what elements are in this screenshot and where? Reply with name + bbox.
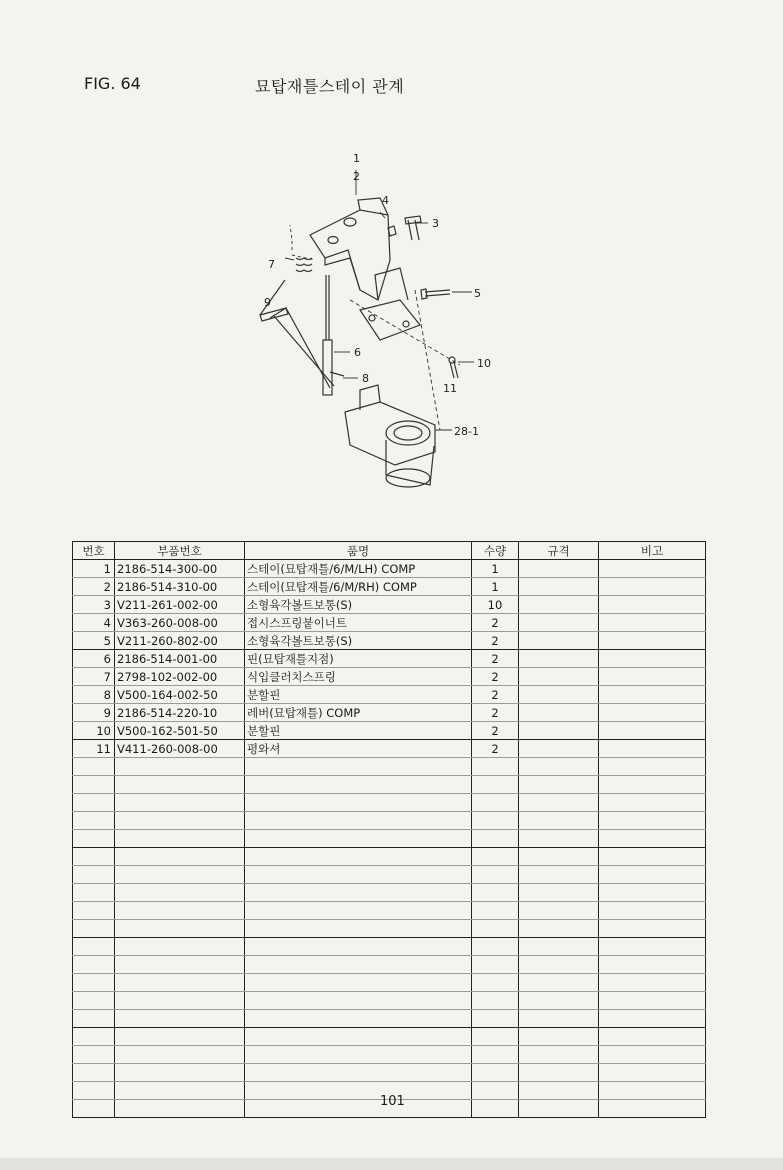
empty-table-row	[73, 956, 706, 974]
callout-11: 11	[443, 382, 457, 395]
table-cell-qty	[472, 794, 519, 812]
empty-table-row	[73, 920, 706, 938]
table-cell-no	[73, 1010, 115, 1028]
table-cell-qty: 2	[472, 686, 519, 704]
table-cell-name: 스테이(묘탑재틀/6/M/RH) COMP	[245, 578, 472, 596]
table-cell-note	[599, 1064, 706, 1082]
table-cell-no: 1	[73, 560, 115, 578]
table-cell-no	[73, 848, 115, 866]
table-cell-spec	[519, 650, 599, 668]
table-cell-qty	[472, 902, 519, 920]
empty-table-row	[73, 758, 706, 776]
table-row	[73, 722, 706, 740]
table-row	[73, 704, 706, 722]
table-cell-spec	[519, 740, 599, 758]
empty-table-row	[73, 902, 706, 920]
callout-5: 5	[474, 287, 481, 300]
table-cell-spec	[519, 1010, 599, 1028]
table-cell-part	[115, 1010, 245, 1028]
table-cell-part	[115, 758, 245, 776]
table-cell-name: 레버(묘탑재틀) COMP	[245, 704, 472, 722]
table-cell-spec	[519, 920, 599, 938]
callout-28-1: 28-1	[454, 425, 479, 438]
table-cell-qty	[472, 938, 519, 956]
table-cell-no	[73, 920, 115, 938]
table-cell-name	[245, 794, 472, 812]
table-row	[73, 596, 706, 614]
table-cell-qty	[472, 1010, 519, 1028]
table-cell-no: 7	[73, 668, 115, 686]
table-cell-part: V411-260-008-00	[115, 740, 245, 758]
table-cell-name	[245, 776, 472, 794]
table-cell-part	[115, 866, 245, 884]
empty-table-row	[73, 974, 706, 992]
table-cell-name	[245, 812, 472, 830]
table-cell-spec	[519, 956, 599, 974]
table-cell-note	[599, 794, 706, 812]
table-cell-spec	[519, 794, 599, 812]
table-cell-note	[599, 956, 706, 974]
table-cell-no	[73, 830, 115, 848]
table-cell-spec	[519, 578, 599, 596]
table-cell-note	[599, 668, 706, 686]
table-cell-name	[245, 920, 472, 938]
table-cell-part: 2798-102-002-00	[115, 668, 245, 686]
callout-1: 1	[353, 152, 360, 165]
table-cell-qty: 2	[472, 632, 519, 650]
table-cell-no	[73, 1100, 115, 1118]
table-cell-name	[245, 848, 472, 866]
table-cell-note	[599, 1028, 706, 1046]
table-header-row	[73, 542, 706, 560]
callout-2: 2	[353, 170, 360, 183]
table-cell-name	[245, 1046, 472, 1064]
table-cell-no	[73, 992, 115, 1010]
table-cell-note	[599, 812, 706, 830]
table-cell-part: 2186-514-001-00	[115, 650, 245, 668]
table-cell-part	[115, 992, 245, 1010]
table-cell-spec	[519, 902, 599, 920]
table-cell-qty	[472, 956, 519, 974]
table-cell-spec	[519, 884, 599, 902]
table-cell-no	[73, 884, 115, 902]
table-cell-name	[245, 1082, 472, 1100]
table-cell-qty	[472, 1082, 519, 1100]
table-cell-qty	[472, 758, 519, 776]
exploded-parts-diagram	[230, 140, 550, 510]
table-cell-spec	[519, 1064, 599, 1082]
table-cell-spec	[519, 1100, 599, 1118]
header-spec: 규격	[519, 542, 599, 560]
empty-table-row	[73, 938, 706, 956]
table-cell-name: 소형육각볼트보통(S)	[245, 596, 472, 614]
table-cell-note	[599, 992, 706, 1010]
table-cell-no	[73, 794, 115, 812]
table-cell-no	[73, 938, 115, 956]
table-cell-note	[599, 1010, 706, 1028]
table-cell-name	[245, 992, 472, 1010]
table-cell-no: 2	[73, 578, 115, 596]
callout-8: 8	[362, 372, 369, 385]
table-cell-part	[115, 830, 245, 848]
header-quantity: 수량	[472, 542, 519, 560]
table-cell-note	[599, 650, 706, 668]
table-cell-no	[73, 956, 115, 974]
table-cell-note	[599, 1100, 706, 1118]
scan-edge	[0, 1158, 783, 1170]
table-cell-note	[599, 974, 706, 992]
table-cell-name: 핀(묘탑재틀지점)	[245, 650, 472, 668]
table-cell-no	[73, 1064, 115, 1082]
table-cell-spec	[519, 1046, 599, 1064]
table-cell-spec	[519, 632, 599, 650]
empty-table-row	[73, 884, 706, 902]
table-cell-name: 분할핀	[245, 722, 472, 740]
empty-table-row	[73, 830, 706, 848]
table-cell-note	[599, 920, 706, 938]
table-cell-qty	[472, 1100, 519, 1118]
table-cell-spec	[519, 776, 599, 794]
table-cell-name	[245, 974, 472, 992]
table-cell-name: 평와셔	[245, 740, 472, 758]
header-part-name: 품명	[245, 542, 472, 560]
table-cell-name	[245, 938, 472, 956]
table-cell-spec	[519, 686, 599, 704]
table-cell-note	[599, 938, 706, 956]
parts-table	[72, 541, 706, 1118]
table-cell-no: 8	[73, 686, 115, 704]
table-cell-qty: 2	[472, 722, 519, 740]
table-cell-qty: 2	[472, 668, 519, 686]
table-cell-qty	[472, 1046, 519, 1064]
table-cell-part: 2186-514-300-00	[115, 560, 245, 578]
table-cell-note	[599, 614, 706, 632]
table-cell-part	[115, 920, 245, 938]
table-cell-qty	[472, 1064, 519, 1082]
table-cell-name	[245, 866, 472, 884]
table-cell-spec	[519, 1082, 599, 1100]
table-cell-note	[599, 884, 706, 902]
table-cell-spec	[519, 992, 599, 1010]
page-number: 101	[380, 1094, 405, 1109]
table-row	[73, 668, 706, 686]
table-cell-note	[599, 722, 706, 740]
table-cell-name: 스테이(묘탑재틀/6/M/LH) COMP	[245, 560, 472, 578]
table-cell-no: 9	[73, 704, 115, 722]
table-cell-spec	[519, 974, 599, 992]
table-row	[73, 578, 706, 596]
table-cell-no	[73, 758, 115, 776]
callout-9: 9	[264, 296, 271, 309]
table-cell-qty	[472, 1028, 519, 1046]
header-number: 번호	[73, 542, 115, 560]
header-part-number: 부품번호	[115, 542, 245, 560]
table-cell-no	[73, 866, 115, 884]
table-cell-part: V211-261-002-00	[115, 596, 245, 614]
empty-table-row	[73, 992, 706, 1010]
table-cell-no	[73, 1082, 115, 1100]
table-cell-spec	[519, 812, 599, 830]
table-cell-name	[245, 830, 472, 848]
table-cell-part	[115, 884, 245, 902]
table-cell-no	[73, 974, 115, 992]
table-cell-spec	[519, 704, 599, 722]
table-cell-note	[599, 686, 706, 704]
figure-label: FIG. 64	[84, 74, 141, 93]
table-cell-no: 3	[73, 596, 115, 614]
empty-table-row	[73, 1046, 706, 1064]
table-row	[73, 650, 706, 668]
table-cell-qty	[472, 848, 519, 866]
table-cell-spec	[519, 614, 599, 632]
table-cell-spec	[519, 938, 599, 956]
table-cell-no	[73, 902, 115, 920]
table-cell-part	[115, 956, 245, 974]
table-cell-spec	[519, 560, 599, 578]
table-cell-name	[245, 956, 472, 974]
table-cell-spec	[519, 1028, 599, 1046]
table-cell-qty: 2	[472, 740, 519, 758]
table-cell-note	[599, 1046, 706, 1064]
table-cell-note	[599, 740, 706, 758]
table-cell-note	[599, 704, 706, 722]
table-cell-part	[115, 812, 245, 830]
table-cell-qty	[472, 830, 519, 848]
empty-table-row	[73, 866, 706, 884]
table-cell-qty: 2	[472, 704, 519, 722]
table-cell-qty	[472, 920, 519, 938]
table-cell-name	[245, 758, 472, 776]
table-cell-qty: 1	[472, 578, 519, 596]
table-cell-qty	[472, 884, 519, 902]
empty-table-row	[73, 1010, 706, 1028]
table-cell-note	[599, 596, 706, 614]
table-cell-spec	[519, 596, 599, 614]
table-cell-name: 식입클러치스프링	[245, 668, 472, 686]
table-cell-no: 11	[73, 740, 115, 758]
table-cell-qty: 10	[472, 596, 519, 614]
empty-table-row	[73, 1028, 706, 1046]
table-cell-name	[245, 884, 472, 902]
table-cell-part: 2186-514-220-10	[115, 704, 245, 722]
table-cell-part	[115, 974, 245, 992]
table-cell-part: V363-260-008-00	[115, 614, 245, 632]
table-cell-note	[599, 632, 706, 650]
table-cell-part	[115, 902, 245, 920]
table-row	[73, 740, 706, 758]
table-cell-part	[115, 1046, 245, 1064]
table-cell-no: 4	[73, 614, 115, 632]
table-cell-no	[73, 1046, 115, 1064]
table-cell-note	[599, 578, 706, 596]
table-cell-name	[245, 1028, 472, 1046]
table-cell-spec	[519, 668, 599, 686]
table-cell-qty: 2	[472, 650, 519, 668]
table-cell-spec	[519, 758, 599, 776]
table-cell-part	[115, 1064, 245, 1082]
table-cell-part: V500-162-501-50	[115, 722, 245, 740]
table-cell-part	[115, 1082, 245, 1100]
table-cell-qty: 2	[472, 614, 519, 632]
callout-3: 3	[432, 217, 439, 230]
table-row	[73, 686, 706, 704]
empty-table-row	[73, 776, 706, 794]
empty-table-row	[73, 848, 706, 866]
table-cell-name	[245, 1100, 472, 1118]
table-cell-part	[115, 776, 245, 794]
callout-7: 7	[268, 258, 275, 271]
table-cell-name	[245, 1010, 472, 1028]
table-row	[73, 632, 706, 650]
table-cell-part	[115, 938, 245, 956]
table-cell-note	[599, 1082, 706, 1100]
callout-6: 6	[354, 346, 361, 359]
table-row	[73, 614, 706, 632]
table-cell-part: V500-164-002-50	[115, 686, 245, 704]
table-cell-note	[599, 830, 706, 848]
table-cell-part	[115, 1028, 245, 1046]
table-cell-name	[245, 902, 472, 920]
table-cell-no: 10	[73, 722, 115, 740]
table-cell-no: 5	[73, 632, 115, 650]
table-cell-part: 2186-514-310-00	[115, 578, 245, 596]
parts-table-body	[73, 560, 706, 1118]
table-cell-qty	[472, 776, 519, 794]
table-cell-spec	[519, 848, 599, 866]
table-cell-part: V211-260-802-00	[115, 632, 245, 650]
table-cell-note	[599, 848, 706, 866]
table-cell-qty	[472, 866, 519, 884]
table-cell-part	[115, 794, 245, 812]
table-cell-name	[245, 1064, 472, 1082]
table-cell-spec	[519, 830, 599, 848]
table-cell-part	[115, 848, 245, 866]
page-title: 묘탑재틀스테이 관계	[255, 77, 405, 96]
table-cell-qty	[472, 992, 519, 1010]
empty-table-row	[73, 794, 706, 812]
table-cell-no	[73, 776, 115, 794]
table-cell-note	[599, 560, 706, 578]
table-cell-note	[599, 902, 706, 920]
table-cell-spec	[519, 866, 599, 884]
table-cell-no: 6	[73, 650, 115, 668]
table-cell-note	[599, 866, 706, 884]
empty-table-row	[73, 812, 706, 830]
table-cell-qty	[472, 974, 519, 992]
table-row	[73, 560, 706, 578]
table-cell-spec	[519, 722, 599, 740]
header-note: 비고	[599, 542, 706, 560]
table-cell-no	[73, 812, 115, 830]
callout-10: 10	[477, 357, 491, 370]
empty-table-row	[73, 1064, 706, 1082]
table-cell-name: 소형육각볼트보통(S)	[245, 632, 472, 650]
table-cell-qty: 1	[472, 560, 519, 578]
table-cell-no	[73, 1028, 115, 1046]
callout-4: 4	[382, 194, 389, 207]
table-cell-part	[115, 1100, 245, 1118]
table-cell-name: 분할핀	[245, 686, 472, 704]
table-cell-note	[599, 776, 706, 794]
table-cell-qty	[472, 812, 519, 830]
table-cell-name: 접시스프링붙이너트	[245, 614, 472, 632]
table-cell-note	[599, 758, 706, 776]
